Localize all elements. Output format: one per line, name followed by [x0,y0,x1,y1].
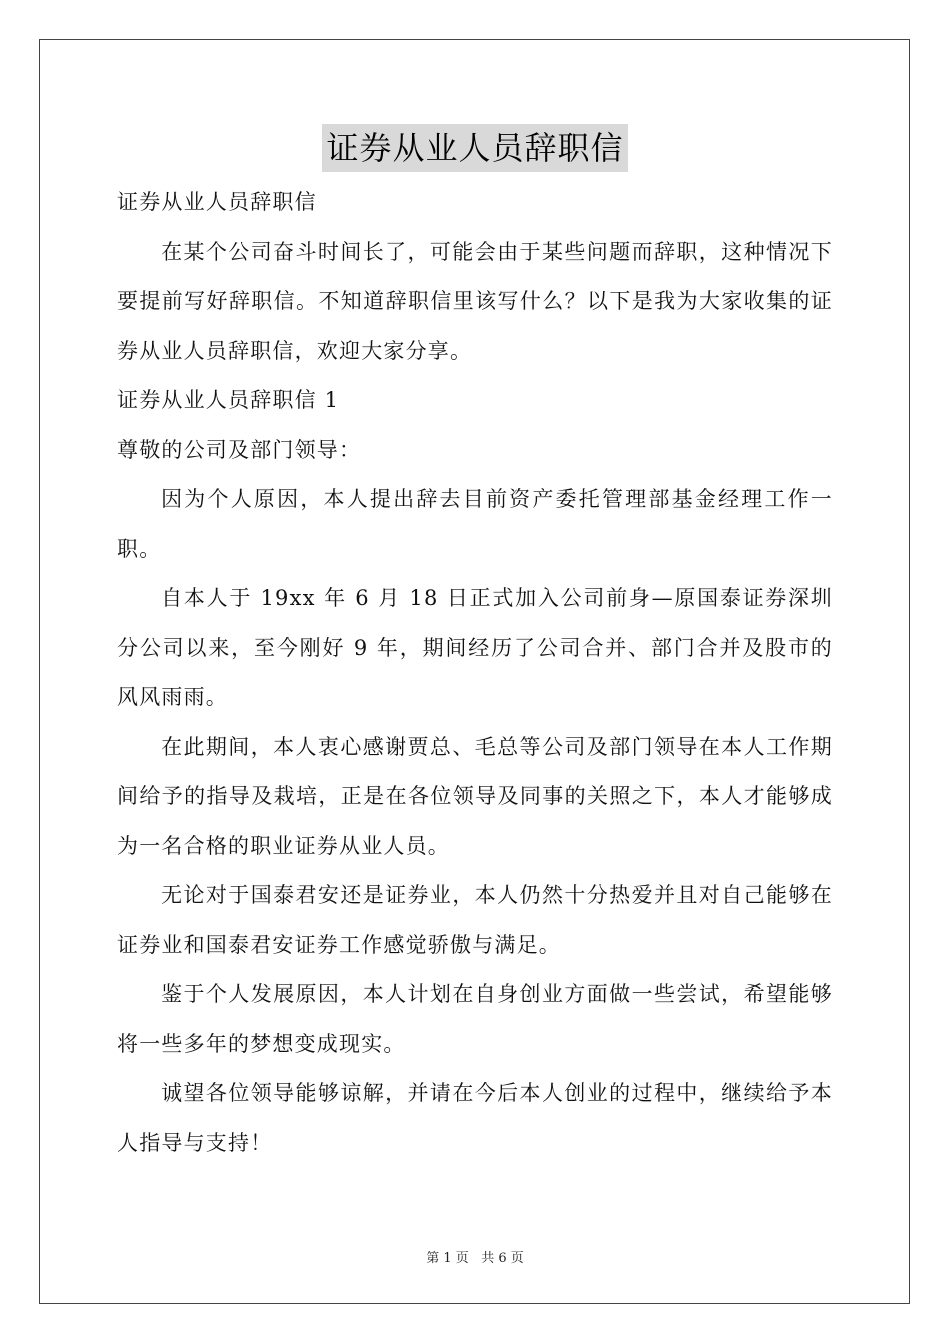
salutation: 尊敬的公司及部门领导： [117,437,362,462]
title-container [0,124,950,172]
body-paragraph: 无论对于国泰君安还是证券业，本人仍然十分热爱并且对自己能够在证券业和国泰君安证券工作感觉骄傲与满足。 [117,883,833,957]
body-paragraph: 诚望各位领导能够谅解，并请在今后本人创业的过程中，继续给予本人指导与支持！ [117,1081,833,1155]
subtitle-line: 证券从业人员辞职信 [117,190,317,214]
intro-paragraph: 在某个公司奋斗时间长了，可能会由于某些问题而辞职，这种情况下要提前写好辞职信。不知道辞职信里该写什么？以下是我为大家收集的证券从业人员辞职信，欢迎大家分享。 [117,239,833,363]
body-paragraph: 在此期间，本人衷心感谢贾总、毛总等公司及部门领导在本人工作期间给予的指导及栽培，正是在各位领导及同事的关照之下，本人才能够成为一名合格的职业证券从业人员。 [117,734,833,858]
body-paragraph: 自本人于 19xx 年 6 月 18 日正式加入公司前身—原国泰证券深圳分公司以来，至今刚好 9 年，期间经历了公司合并、部门合并及股市的风风雨雨。 [117,586,833,709]
body-paragraph: 因为个人原因，本人提出辞去目前资产委托管理部基金经理工作一职。 [117,487,833,561]
document-title: 证券从业人员辞职信 [322,124,627,172]
section-heading: 证券从业人员辞职信 1 [117,388,340,412]
body-paragraph: 鉴于个人发展原因，本人计划在自身创业方面做一些尝试，希望能够将一些多年的梦想变成现实。 [117,982,833,1056]
document-body [117,178,833,1168]
page-footer: 第 1 页 共 6 页 [426,1251,524,1266]
